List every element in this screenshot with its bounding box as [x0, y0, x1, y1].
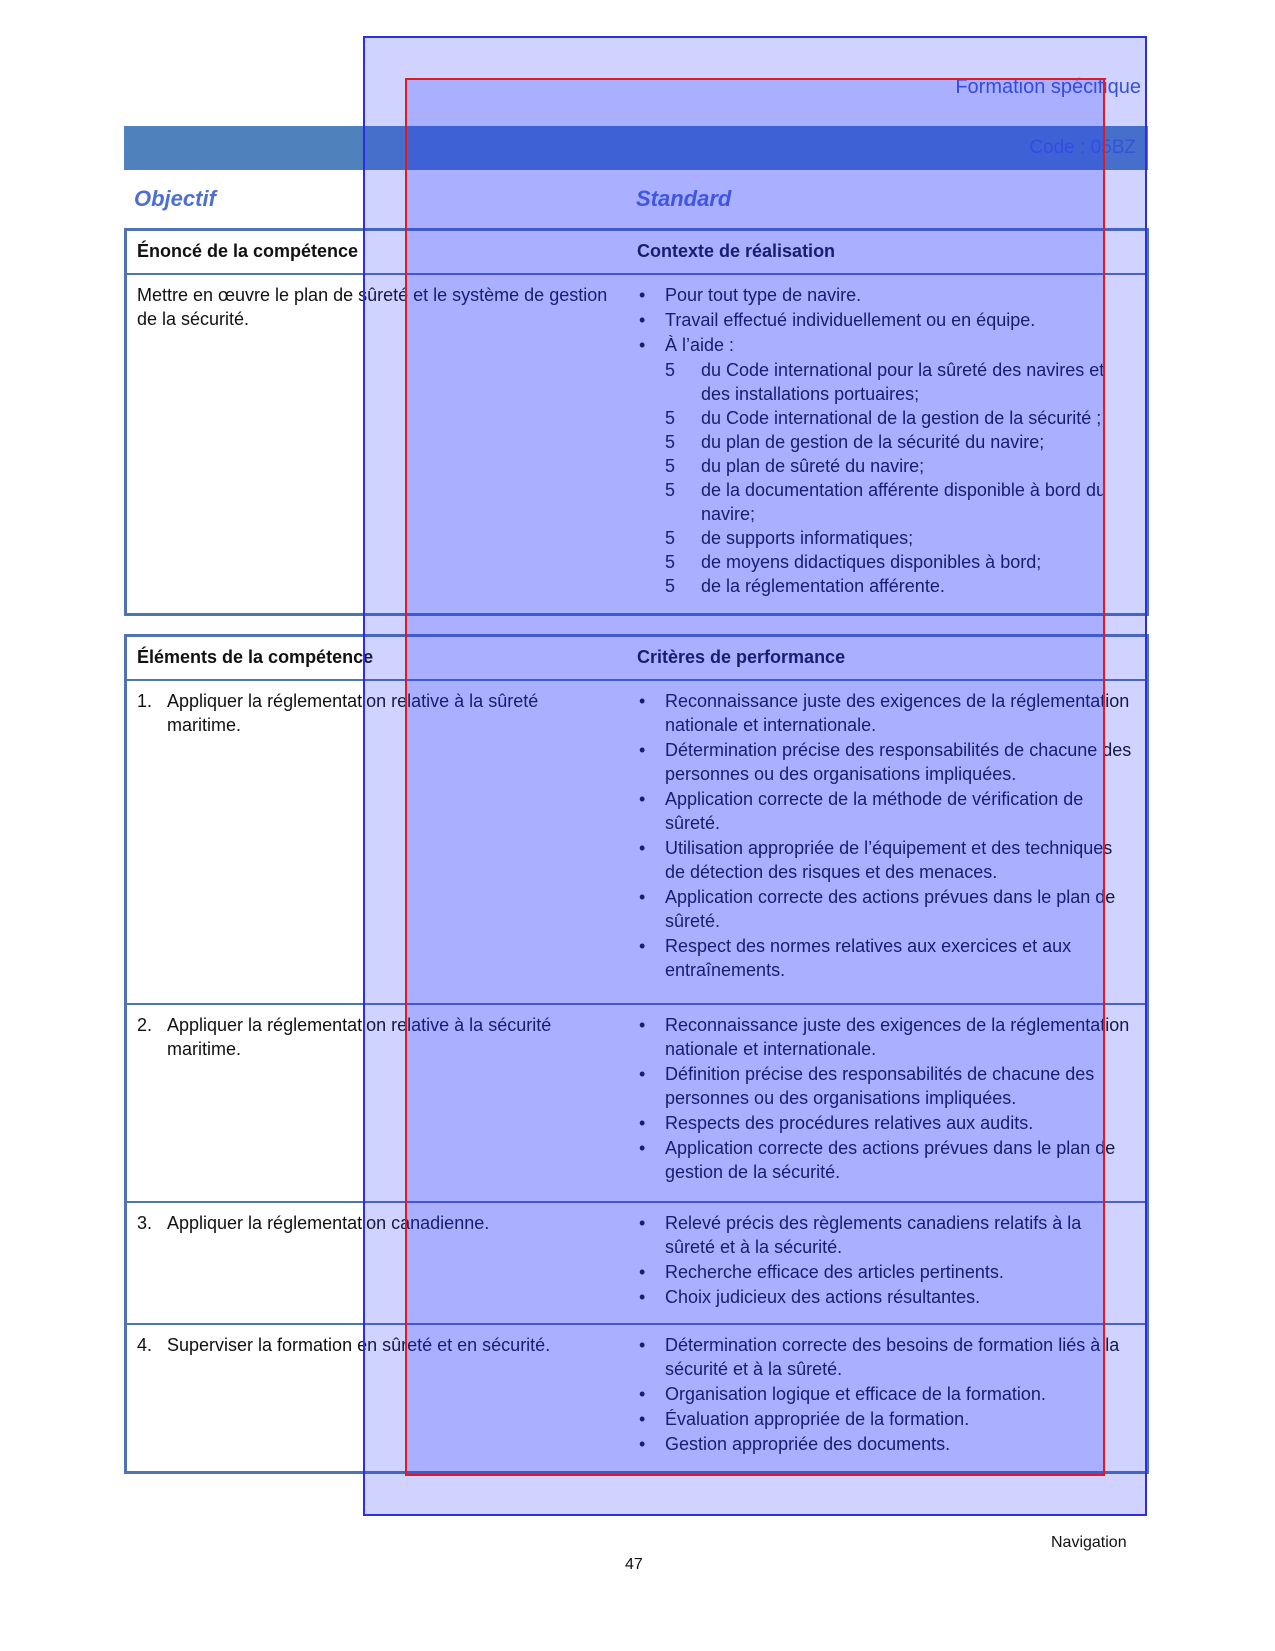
element-number: 3.	[137, 1213, 153, 1234]
table-row	[126, 1202, 1148, 1324]
context-cell	[627, 274, 1148, 615]
table-row	[126, 1324, 1148, 1472]
standard-heading: Standard	[636, 186, 732, 211]
criteria-list	[637, 1013, 1136, 1184]
aid-item	[637, 454, 1136, 478]
element-item	[137, 689, 617, 737]
competence-statement: Mettre en œuvre le plan de sûreté et le système de gestion de la sécurité.	[137, 284, 608, 329]
competence-statement-cell	[126, 274, 628, 615]
criterion-item: • Application correcte de la méthode de vérification de sûreté.	[637, 787, 1136, 835]
criterion-item: • Détermination précise des responsabilités de chacune des personnes ou des organisations impliquées.	[637, 738, 1136, 786]
context-item: • Travail effectué individuellement ou en équipe.	[637, 308, 1136, 332]
sub-bullet: 5	[665, 431, 676, 452]
element-text: Appliquer la réglementation canadienne.	[167, 1213, 490, 1234]
column-header-context: Contexte de réalisation	[637, 241, 836, 262]
criterion-item: • Organisation logique et efficace de la formation.	[637, 1382, 1136, 1406]
element-item	[137, 1013, 617, 1061]
criterion-item: • Reconnaissance juste des exigences de la réglementation nationale et internationale.	[637, 689, 1136, 737]
criterion-item: • Utilisation appropriée de l’équipement et des techniques de détection des risques et des menaces.	[637, 836, 1136, 884]
navigation-label: Navigation	[1051, 1534, 1127, 1551]
objectif-heading: Objectif	[134, 186, 216, 211]
aid-text: de la documentation afférente disponible à bord du navire;	[701, 479, 1106, 524]
criteria-list	[637, 1333, 1136, 1456]
element-item	[137, 1333, 617, 1357]
page-number: 47	[625, 1556, 643, 1573]
course-code: Code : 05BZ	[1029, 137, 1136, 158]
performance-table	[124, 634, 1149, 1474]
element-text: Appliquer la réglementation relative à la sécurité maritime.	[167, 1015, 552, 1060]
element-item	[137, 1211, 617, 1235]
context-item	[637, 333, 1136, 357]
criteria-list	[637, 1211, 1136, 1309]
sub-bullet: 5	[665, 455, 676, 476]
context-item: • Pour tout type de navire.	[637, 283, 1136, 307]
aid-item	[637, 550, 1136, 574]
element-text: Superviser la formation en sûreté et en sécurité.	[167, 1335, 551, 1356]
sub-bullet: 5	[665, 407, 676, 428]
sub-bullet: 5	[665, 359, 676, 380]
criterion-item: • Application correcte des actions prévues dans le plan de sûreté.	[637, 885, 1136, 933]
criterion-item: • Respects des procédures relatives aux audits.	[637, 1111, 1136, 1135]
sub-bullet: 5	[665, 575, 676, 596]
aid-item	[637, 574, 1136, 598]
aid-text: de la réglementation afférente.	[701, 575, 945, 596]
aid-text: du Code international pour la sûreté des navires et des installations portuaires;	[701, 359, 1105, 404]
criterion-item: • Évaluation appropriée de la formation.	[637, 1407, 1136, 1431]
criterion-item: • Définition précise des responsabilités de chacune des personnes ou des organisations impliquées.	[637, 1062, 1136, 1110]
criterion-item: • Gestion appropriée des documents.	[637, 1432, 1136, 1456]
element-number: 2.	[137, 1015, 153, 1036]
column-header-criteria: Critères de performance	[637, 647, 846, 668]
criterion-item: • Détermination correcte des besoins de formation liés à la sécurité et à la sûreté.	[637, 1333, 1136, 1381]
element-number: 4.	[137, 1335, 153, 1356]
criterion-item: • Recherche efficace des articles pertinents.	[637, 1260, 1136, 1284]
sub-bullet: 5	[665, 479, 676, 500]
sub-bullet: 5	[665, 527, 676, 548]
header-title: Formation spécifique	[955, 76, 1141, 98]
table-row	[126, 680, 1148, 1005]
aids-list	[637, 358, 1136, 598]
aid-text: de moyens didactiques disponibles à bord;	[701, 551, 1042, 572]
aid-item	[637, 526, 1136, 550]
aid-item	[637, 406, 1136, 430]
criterion-item: • Relevé précis des règlements canadiens relatifs à la sûreté et à la sécurité.	[637, 1211, 1136, 1259]
context-list	[637, 283, 1136, 357]
sub-bullet: 5	[665, 551, 676, 572]
criterion-item: • Reconnaissance juste des exigences de la réglementation nationale et internationale.	[637, 1013, 1136, 1061]
aid-item	[637, 430, 1136, 454]
competence-table	[124, 228, 1149, 616]
criterion-item: • Respect des normes relatives aux exercices et aux entraînements.	[637, 934, 1136, 982]
column-header-elements: Éléments de la compétence	[137, 647, 374, 668]
criterion-item: • Choix judicieux des actions résultantes.	[637, 1285, 1136, 1309]
aid-text: du plan de sûreté du navire;	[701, 455, 925, 476]
aid-item	[637, 358, 1136, 406]
criterion-item: • Application correcte des actions prévues dans le plan de gestion de la sécurité.	[637, 1136, 1136, 1184]
element-number: 1.	[137, 690, 153, 711]
context-item-label: À l’aide :	[665, 334, 735, 355]
column-header-statement: Énoncé de la compétence	[137, 241, 359, 262]
element-text: Appliquer la réglementation relative à la sûreté maritime.	[167, 690, 539, 735]
criteria-list	[637, 689, 1136, 982]
aid-text: du plan de gestion de la sécurité du navire;	[701, 431, 1045, 452]
aid-text: de supports informatiques;	[701, 527, 914, 548]
code-bar	[124, 126, 1148, 170]
aid-text: du Code international de la gestion de la sécurité ;	[701, 407, 1102, 428]
table-row	[126, 1004, 1148, 1202]
aid-item	[637, 478, 1136, 526]
